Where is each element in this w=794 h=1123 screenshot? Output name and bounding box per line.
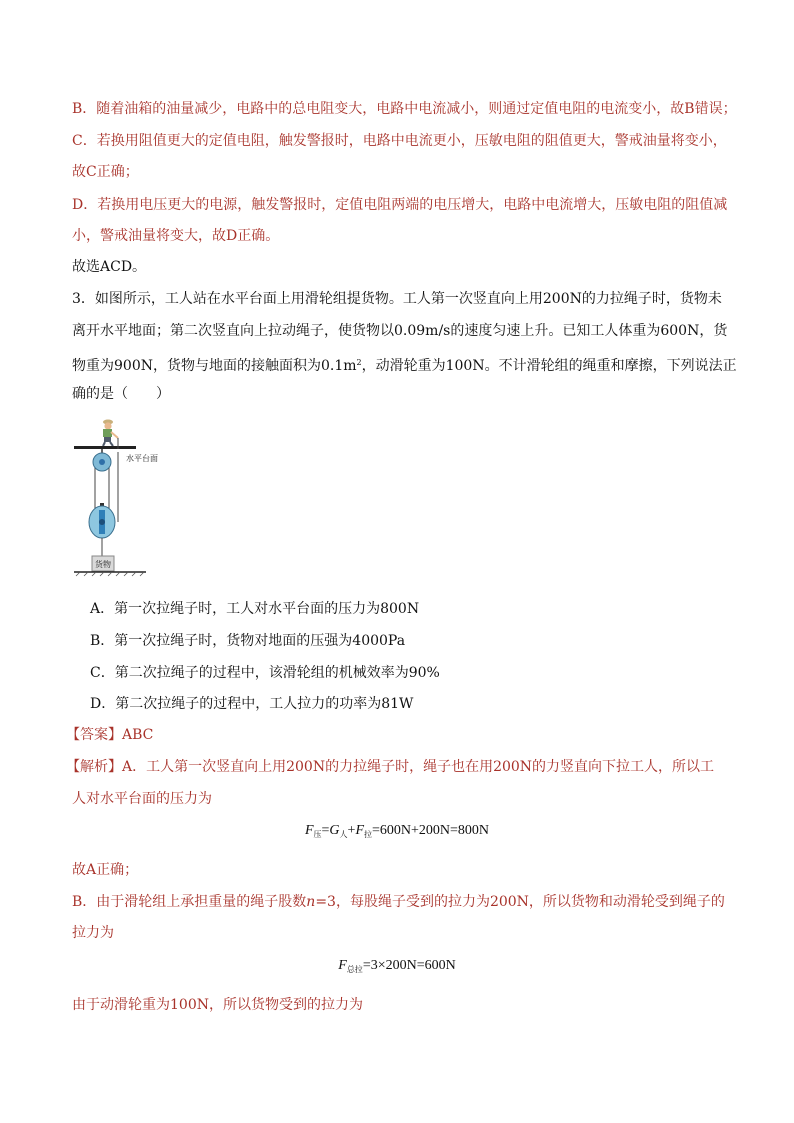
- analysis-b-line2: 拉力为: [72, 925, 114, 941]
- analysis-b-text1a: B．由于滑轮组上承担重量的绳子股数: [72, 894, 307, 910]
- equation-pressure-force: [0, 822, 794, 844]
- question-3-line4: 确的是（ ）: [72, 386, 170, 402]
- eq1-f: F: [355, 823, 365, 838]
- option-c: C．第二次拉绳子的过程中，该滑轮组的机械效率为90%: [90, 665, 440, 681]
- question-3-line3: [72, 354, 737, 375]
- question-3-line1: 3．如图所示，工人站在水平台面上用滑轮组提货物。工人第一次竖直向上用200N的力拉绳子时，货物未: [72, 291, 722, 307]
- analysis-a-line1: [66, 758, 714, 776]
- cargo-label: 货物: [95, 560, 111, 569]
- analysis-a-conclusion: 故A正确；: [72, 862, 139, 878]
- explanation-c-line1: C．若换用阻值更大的定值电阻，触发警报时，电路中电流更小，压敏电阻的阻值更大，警戒油量将变小，: [72, 133, 727, 149]
- analysis-a-text1: A．工人第一次竖直向上用200N的力拉绳子时，绳子也在用200N的力竖直向下拉工人，所以工: [122, 759, 715, 775]
- question-3-line2: 离开水平地面；第二次竖直向上拉动绳子，使货物以0.09m/s的速度匀速上升。已知工人体重为600N，货: [72, 323, 728, 339]
- explanation-b-prev: B．随着油箱的油量减少，电路中的总电阻变大，电路中电流减小，则通过定值电阻的电流变小，故B错误；: [72, 101, 737, 117]
- eq1-f-sub: 拉: [364, 830, 373, 839]
- question-3-line3-c: ，动滑轮重为100N。不计滑轮组的绳重和摩擦，下列说法正: [361, 358, 737, 374]
- analysis-b-line3: 由于动滑轮重为100N，所以货物受到的拉力为: [72, 997, 363, 1013]
- eq1-rhs: =600N+200N=800N: [372, 823, 490, 838]
- answer-line: [66, 726, 153, 744]
- eq1-lhs: F: [304, 823, 314, 838]
- option-a: A．第一次拉绳子时，工人对水平台面的压力为800N: [90, 601, 420, 617]
- explanation-d-line2: 小，警戒油量将变大，故D正确。: [72, 228, 280, 244]
- eq1-g: G: [329, 823, 340, 838]
- conclusion-acd: 故选ACD。: [72, 259, 147, 275]
- option-d: D．第二次拉绳子的过程中，工人拉力的功率为81W: [90, 696, 414, 712]
- answer-value: ABC: [122, 727, 154, 743]
- pulley-diagram: [70, 418, 210, 588]
- answer-tag: 【答案】: [66, 727, 122, 743]
- analysis-tag: 【解析】: [66, 759, 122, 775]
- platform-label: 水平台面: [126, 454, 158, 463]
- analysis-a-line2: 人对水平台面的压力为: [72, 791, 212, 807]
- explanation-d-line1: D．若换用电压更大的电源，触发警报时，定值电阻两端的电压增大，电路中电流增大，压敏电阻的阻值减: [72, 197, 728, 213]
- ground: [74, 572, 146, 576]
- eq1-g-sub: 人: [339, 830, 348, 839]
- eq1-plus: +: [347, 823, 356, 838]
- superscript-2: 2: [356, 358, 362, 367]
- analysis-b-text1b: =3，每股绳子受到的拉力为200N，所以货物和动滑轮受到绳子的: [315, 894, 725, 910]
- eq1-lhs-sub: 压: [313, 830, 322, 839]
- explanation-c-line2: 故C正确；: [72, 164, 139, 180]
- fixed-pulley: [93, 449, 111, 471]
- analysis-b-line1: [72, 893, 725, 911]
- analysis-b-n: n: [306, 894, 316, 910]
- worker-figure: [103, 420, 118, 447]
- eq2-lhs: F: [338, 958, 347, 973]
- eq2-rhs: =3×200N=600N: [362, 958, 456, 973]
- question-3-line3-a: 物重为900N，货物与地面的接触面积为0.1m: [72, 358, 357, 374]
- eq2-lhs-sub: 总拉: [346, 965, 363, 974]
- horizontal-platform: [74, 446, 136, 449]
- equation-total-pull: [0, 957, 794, 979]
- option-b: B．第一次拉绳子时，货物对地面的压强为4000Pa: [90, 633, 406, 649]
- eq1-equals: =: [321, 823, 330, 838]
- movable-pulley: [89, 503, 115, 556]
